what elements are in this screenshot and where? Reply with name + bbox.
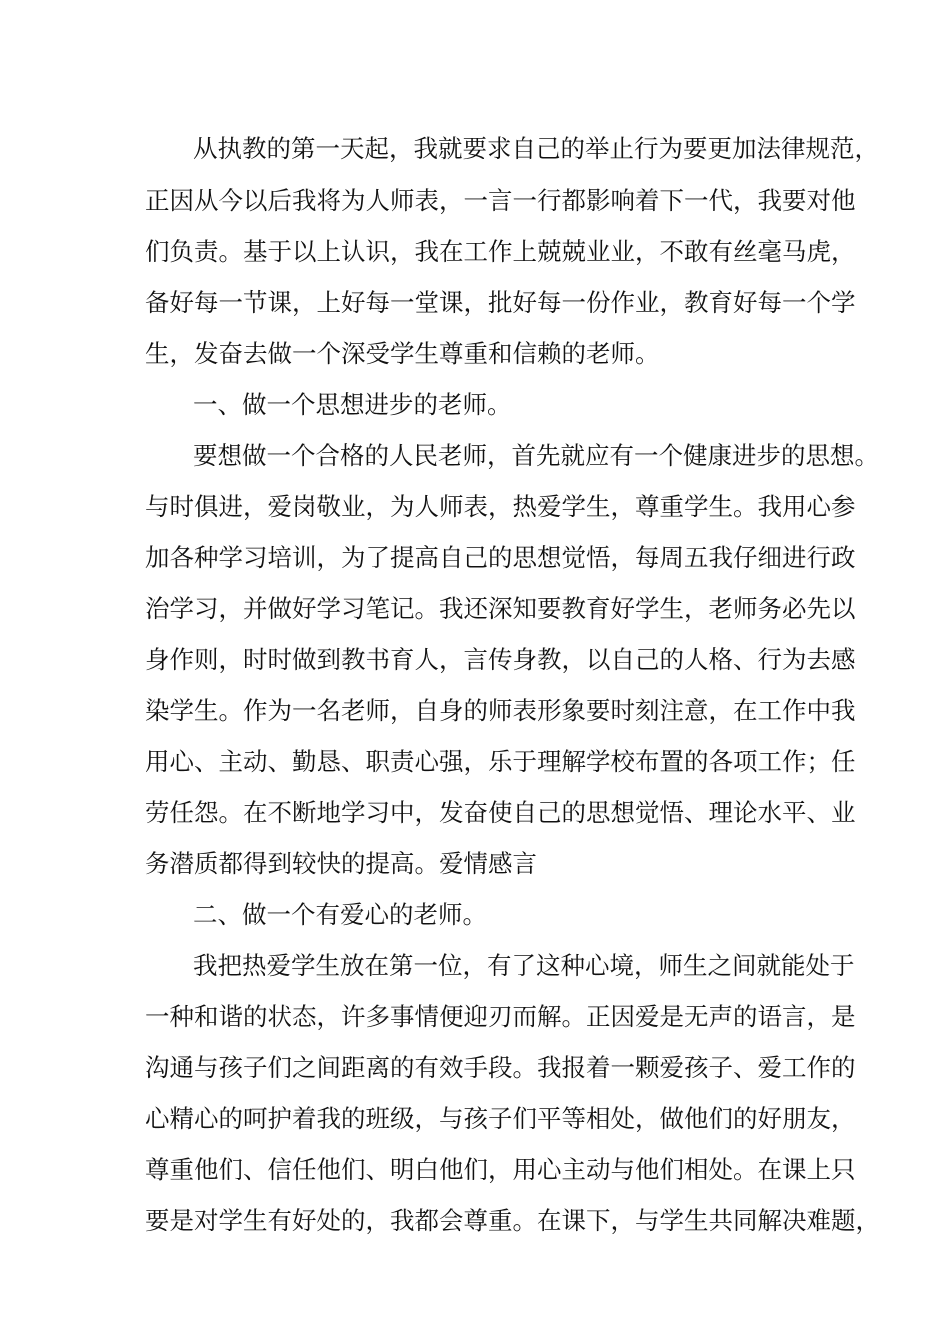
paragraph-1-line-4: 备好每一节课，上好每一堂课，批好每一份作业，教育好每一个学 <box>145 288 856 317</box>
paragraph-1-line-2: 正因从今以后我将为人师表，一言一行都影响着下一代，我要对他 <box>145 186 856 215</box>
paragraph-2-line-4: 治学习，并做好学习笔记。我还深知要教育好学生，老师务必先以 <box>145 594 856 623</box>
paragraph-1-line-3: 们负责。基于以上认识，我在工作上兢兢业业，不敢有丝毫马虎， <box>145 237 856 266</box>
paragraph-3-line-2: 一种和谐的状态，许多事情便迎刃而解。正因爱是无声的语言，是 <box>145 1002 856 1031</box>
paragraph-3-line-5: 尊重他们、信任他们、明白他们，用心主动与他们相处。在课上只 <box>145 1155 856 1184</box>
section-heading-2: 二、做一个有爱心的老师。 <box>193 900 487 929</box>
paragraph-1-line-5: 生，发奋去做一个深受学生尊重和信赖的老师。 <box>145 339 660 368</box>
paragraph-2-line-3: 加各种学习培训，为了提高自己的思想觉悟，每周五我仔细进行政 <box>145 543 856 572</box>
paragraph-2-line-1: 要想做一个合格的人民老师，首先就应有一个健康进步的思想。 <box>193 441 879 470</box>
section-heading-1: 一、做一个思想进步的老师。 <box>193 390 512 419</box>
paragraph-2-line-6: 染学生。作为一名老师，自身的师表形象要时刻注意，在工作中我 <box>145 696 856 725</box>
paragraph-3-line-3: 沟通与孩子们之间距离的有效手段。我报着一颗爱孩子、爱工作的 <box>145 1053 856 1082</box>
paragraph-3-line-1: 我把热爱学生放在第一位，有了这种心境，师生之间就能处于 <box>193 951 855 980</box>
paragraph-3-line-6: 要是对学生有好处的，我都会尊重。在课下，与学生共同解决难题， <box>145 1206 880 1235</box>
paragraph-2-line-5: 身作则，时时做到教书育人，言传身教，以自己的人格、行为去感 <box>145 645 856 674</box>
paragraph-2-line-2: 与时俱进，爱岗敬业，为人师表，热爱学生，尊重学生。我用心参 <box>145 492 856 521</box>
paragraph-2-line-8: 劳任怨。在不断地学习中，发奋使自己的思想觉悟、理论水平、业 <box>145 798 856 827</box>
paragraph-2-line-7: 用心、主动、勤恳、职责心强，乐于理解学校布置的各项工作；任 <box>145 747 856 776</box>
paragraph-3-line-4: 心精心的呵护着我的班级，与孩子们平等相处，做他们的好朋友， <box>145 1104 856 1133</box>
paragraph-1-line-1: 从执教的第一天起，我就要求自己的举止行为要更加法律规范， <box>193 134 879 163</box>
paragraph-2-line-9: 务潜质都得到较快的提高。爱情感言 <box>145 849 537 878</box>
